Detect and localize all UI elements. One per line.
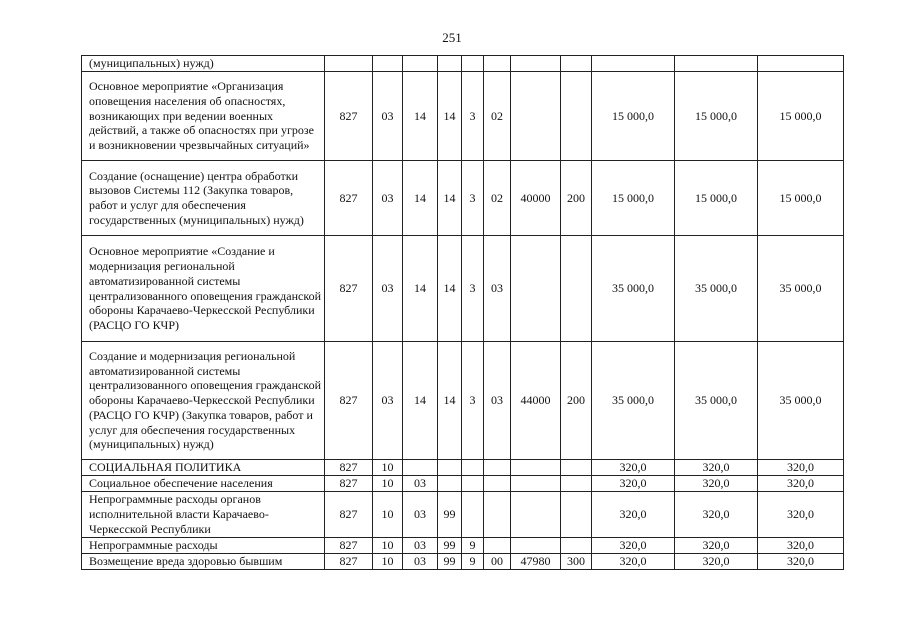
program-code: 99 xyxy=(438,554,462,570)
amount-2: 320,0 xyxy=(675,538,758,554)
item-name: Создание и модернизация региональной автоматизированной системы централизованного оповещения гражданской обороны Карачаево-Черкесской Республики (РАСЦО ГО КЧР) (Закупка товаров, работ и услуг для обеспечения государственных (муниципальных) нужд) xyxy=(82,342,325,460)
amount-1: 320,0 xyxy=(592,492,675,538)
amount-3: 320,0 xyxy=(758,492,844,538)
item-name: СОЦИАЛЬНАЯ ПОЛИТИКА xyxy=(82,460,325,476)
expense-type-code xyxy=(561,538,592,554)
table-row xyxy=(82,72,844,161)
amount-3: 15 000,0 xyxy=(758,161,844,236)
program-code: 14 xyxy=(438,72,462,161)
section-code: 03 xyxy=(373,236,403,342)
amount-1 xyxy=(592,56,675,72)
ministry-code: 827 xyxy=(325,554,373,570)
ministry-code: 827 xyxy=(325,492,373,538)
section-code: 03 xyxy=(373,161,403,236)
amount-3: 320,0 xyxy=(758,460,844,476)
subprogram-code: 3 xyxy=(462,161,484,236)
amount-3: 35 000,0 xyxy=(758,342,844,460)
direction-code xyxy=(511,236,561,342)
item-name: Создание (оснащение) центра обработки вызовов Системы 112 (Закупка товаров, работ и услуг для обеспечения государственных (муниципальных) нужд) xyxy=(82,161,325,236)
budget-table xyxy=(81,55,844,570)
ministry-code: 827 xyxy=(325,342,373,460)
program-code xyxy=(438,460,462,476)
item-name: Возмещение вреда здоровью бывшим xyxy=(82,554,325,570)
direction-code: 47980 xyxy=(511,554,561,570)
page-number: 251 xyxy=(442,30,462,45)
direction-code xyxy=(511,56,561,72)
amount-2: 15 000,0 xyxy=(675,72,758,161)
activity-code xyxy=(484,460,511,476)
amount-1: 320,0 xyxy=(592,460,675,476)
subsection-code xyxy=(403,56,438,72)
expense-type-code xyxy=(561,476,592,492)
subsection-code: 03 xyxy=(403,476,438,492)
amount-1: 35 000,0 xyxy=(592,236,675,342)
subsection-code: 03 xyxy=(403,554,438,570)
activity-code xyxy=(484,538,511,554)
expense-type-code: 200 xyxy=(561,342,592,460)
activity-code: 00 xyxy=(484,554,511,570)
direction-code xyxy=(511,476,561,492)
subprogram-code: 3 xyxy=(462,236,484,342)
subsection-code xyxy=(403,460,438,476)
item-name: Непрограммные расходы xyxy=(82,538,325,554)
program-code: 99 xyxy=(438,492,462,538)
direction-code: 44000 xyxy=(511,342,561,460)
amount-3 xyxy=(758,56,844,72)
subprogram-code: 9 xyxy=(462,554,484,570)
ministry-code xyxy=(325,56,373,72)
activity-code xyxy=(484,476,511,492)
amount-3: 35 000,0 xyxy=(758,236,844,342)
activity-code: 03 xyxy=(484,236,511,342)
subprogram-code: 9 xyxy=(462,538,484,554)
ministry-code: 827 xyxy=(325,538,373,554)
section-code: 03 xyxy=(373,342,403,460)
activity-code: 02 xyxy=(484,72,511,161)
expense-type-code: 300 xyxy=(561,554,592,570)
subsection-code: 14 xyxy=(403,236,438,342)
program-code: 14 xyxy=(438,161,462,236)
expense-type-code xyxy=(561,56,592,72)
section-code: 10 xyxy=(373,538,403,554)
amount-1: 15 000,0 xyxy=(592,161,675,236)
amount-2: 320,0 xyxy=(675,554,758,570)
section-code: 10 xyxy=(373,492,403,538)
table-row xyxy=(82,236,844,342)
amount-1: 320,0 xyxy=(592,554,675,570)
amount-1: 35 000,0 xyxy=(592,342,675,460)
amount-1: 320,0 xyxy=(592,476,675,492)
amount-2: 320,0 xyxy=(675,460,758,476)
amount-2 xyxy=(675,56,758,72)
table-row xyxy=(82,538,844,554)
amount-3: 320,0 xyxy=(758,554,844,570)
ministry-code: 827 xyxy=(325,236,373,342)
table-row xyxy=(82,492,844,538)
program-code: 14 xyxy=(438,236,462,342)
table-row xyxy=(82,161,844,236)
subsection-code: 03 xyxy=(403,492,438,538)
amount-1: 320,0 xyxy=(592,538,675,554)
program-code xyxy=(438,476,462,492)
subsection-code: 14 xyxy=(403,342,438,460)
section-code xyxy=(373,56,403,72)
amount-2: 320,0 xyxy=(675,492,758,538)
section-code: 10 xyxy=(373,476,403,492)
section-code: 10 xyxy=(373,460,403,476)
ministry-code: 827 xyxy=(325,460,373,476)
direction-code xyxy=(511,460,561,476)
table-row xyxy=(82,460,844,476)
amount-1: 15 000,0 xyxy=(592,72,675,161)
amount-3: 15 000,0 xyxy=(758,72,844,161)
subprogram-code xyxy=(462,492,484,538)
subprogram-code: 3 xyxy=(462,342,484,460)
table-row xyxy=(82,476,844,492)
amount-2: 35 000,0 xyxy=(675,342,758,460)
item-name: Основное мероприятие «Организация оповещения населения об опасностях, возникающих при ведении военных действий, а также об опасностях при угрозе и возникновении чрезвычайных ситуаций» xyxy=(82,72,325,161)
table-row xyxy=(82,56,844,72)
expense-type-code xyxy=(561,72,592,161)
expense-type-code: 200 xyxy=(561,161,592,236)
amount-2: 320,0 xyxy=(675,476,758,492)
item-name: Основное мероприятие «Создание и модернизация региональной автоматизированной системы централизованного оповещения гражданской обороны Карачаево-Черкесской Республики (РАСЦО ГО КЧР) xyxy=(82,236,325,342)
expense-type-code xyxy=(561,492,592,538)
item-name: Непрограммные расходы органов исполнительной власти Карачаево-Черкесской Республики xyxy=(82,492,325,538)
expense-type-code xyxy=(561,460,592,476)
subsection-code: 14 xyxy=(403,161,438,236)
table-row xyxy=(82,342,844,460)
expense-type-code xyxy=(561,236,592,342)
amount-2: 35 000,0 xyxy=(675,236,758,342)
direction-code: 40000 xyxy=(511,161,561,236)
ministry-code: 827 xyxy=(325,476,373,492)
amount-3: 320,0 xyxy=(758,476,844,492)
subsection-code: 03 xyxy=(403,538,438,554)
subprogram-code: 3 xyxy=(462,72,484,161)
program-code: 14 xyxy=(438,342,462,460)
table-row xyxy=(82,554,844,570)
amount-2: 15 000,0 xyxy=(675,161,758,236)
direction-code xyxy=(511,492,561,538)
direction-code xyxy=(511,72,561,161)
activity-code: 03 xyxy=(484,342,511,460)
subsection-code: 14 xyxy=(403,72,438,161)
activity-code xyxy=(484,56,511,72)
subprogram-code xyxy=(462,56,484,72)
item-name: (муниципальных) нужд) xyxy=(82,56,325,72)
section-code: 03 xyxy=(373,72,403,161)
direction-code xyxy=(511,538,561,554)
item-name: Социальное обеспечение населения xyxy=(82,476,325,492)
subprogram-code xyxy=(462,460,484,476)
ministry-code: 827 xyxy=(325,72,373,161)
amount-3: 320,0 xyxy=(758,538,844,554)
ministry-code: 827 xyxy=(325,161,373,236)
activity-code xyxy=(484,492,511,538)
program-code: 99 xyxy=(438,538,462,554)
activity-code: 02 xyxy=(484,161,511,236)
subprogram-code xyxy=(462,476,484,492)
program-code xyxy=(438,56,462,72)
section-code: 10 xyxy=(373,554,403,570)
